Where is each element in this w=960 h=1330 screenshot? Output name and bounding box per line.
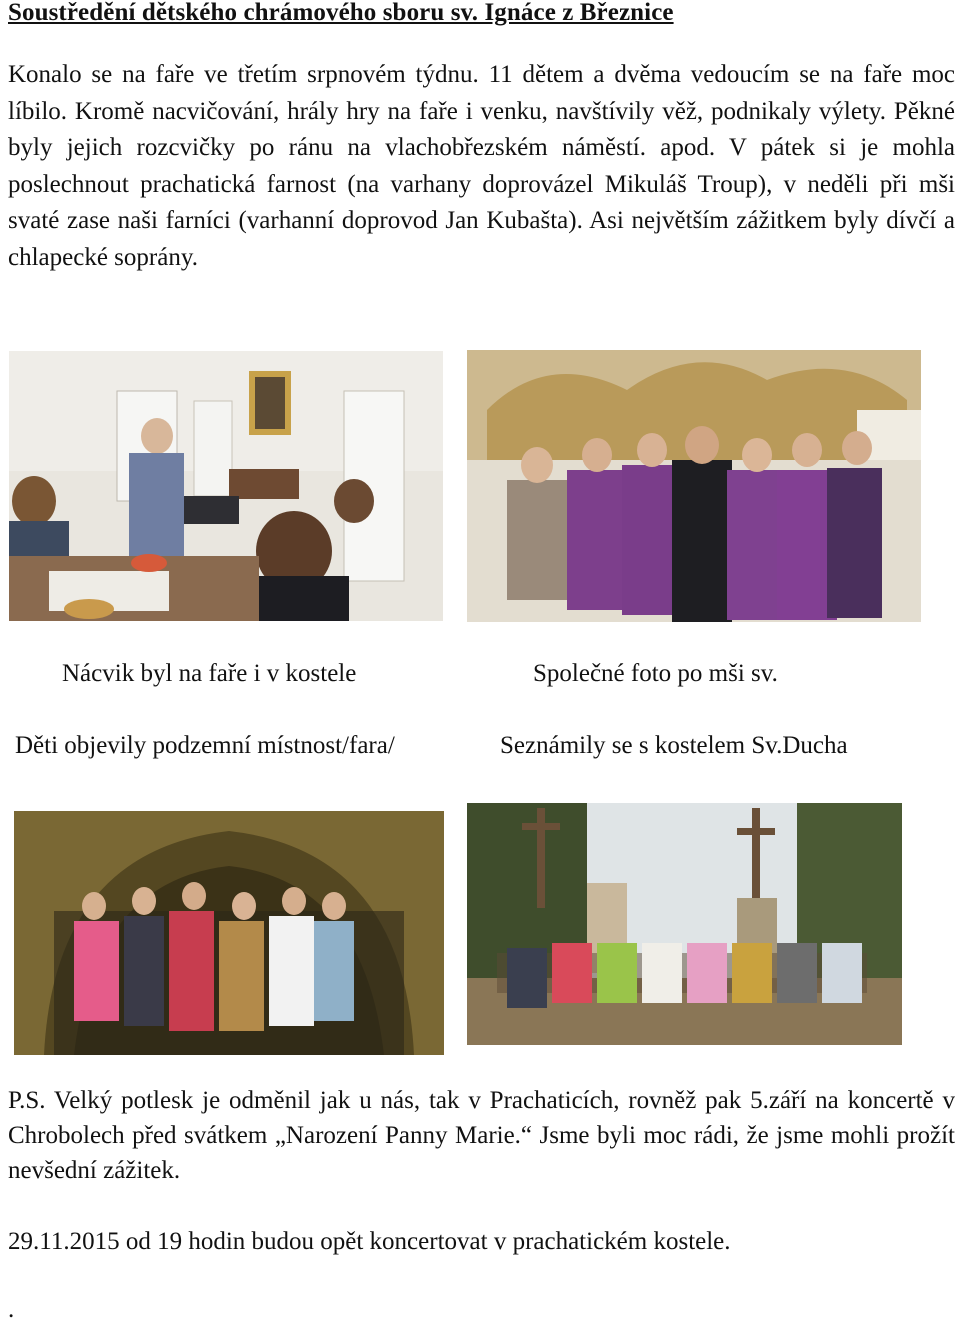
postscript-paragraph: P.S. Velký potlesk je odměnil jak u nás, tak v Prachaticích, rovněž pak 5.září na koncertě v Chrobolech před svátkem „Narození Panny Marie.“ Jsme byli moc rádi, že jsme mohli prožít nevšední zážitek. [8, 1087, 955, 1184]
intro-paragraph: Konalo se na faře ve třetím srpnovém týdnu. 11 dětem a dvěma vedoucím se na faře moc líbilo. Kromě nacvičování, hrály hry na faře i venku, navštívily věž, podnikaly výlety. Pěkné byly jejich rozcvičky po ránu na vlachobřezském náměstí. apod. V pátek si je mohla poslechnout prachatická farnost (na varhany doprovázel Mikuláš Troup), v neděli při mši svaté zase naši farníci (varhanní doprovod Jan Kubašta). Asi největším zážitkem byly dívčí a chlapecké soprány. [8, 61, 955, 271]
caption-underground-room: Děti objevily podzemní místnost/fara/ [15, 732, 395, 759]
photo-rehearsal-room [9, 351, 443, 621]
trailing-dot: . [8, 1296, 15, 1323]
photo-underground-cellar [14, 811, 444, 1055]
photo-group-at-crosses [467, 803, 902, 1045]
article-title: Soustředění dětského chrámového sboru sv. Ignáce z Březnice [8, 0, 674, 26]
concert-announcement: 29.11.2015 od 19 hodin budou opět koncertovat v prachatickém kostele. [8, 1228, 731, 1255]
photo-group-in-church [467, 350, 921, 622]
caption-holy-spirit-church: Seznámily se s kostelem Sv.Ducha [500, 732, 848, 759]
caption-group-photo: Společné foto po mši sv. [533, 660, 778, 687]
caption-rehearsal: Nácvik byl na faře i v kostele [62, 660, 357, 687]
